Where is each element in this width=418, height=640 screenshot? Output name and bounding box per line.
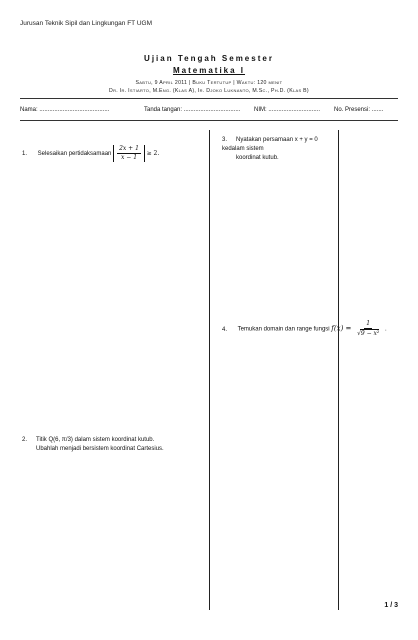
question-number: 3. — [222, 137, 228, 143]
divider-top — [20, 98, 398, 99]
lecturers: Dr. Ir. Istiarto, M.Eng. (Klas A), Ir. Djoko Luknanto, M.Sc., Ph.D. (Klas B) — [109, 88, 309, 94]
course-title: Matematika I — [172, 66, 246, 75]
exam-title: Ujian Tengah Semester — [144, 54, 274, 63]
column-divider-left — [209, 130, 210, 610]
fraction-denominator: x − 1 — [120, 154, 138, 161]
question-text-line2: Ubahlah menjadi bersistem koordinat Cartesius. — [36, 446, 164, 452]
question-text-line1: Nyatakan persamaan x + y = 0 kedalam sistem — [222, 137, 318, 152]
question-4 — [222, 320, 402, 338]
question-end: . — [385, 326, 387, 333]
fraction-numerator: 1 — [366, 320, 371, 327]
nim-field: NIM: ............................... — [254, 107, 321, 113]
divider-bottom — [20, 120, 398, 121]
question-number: 1. — [22, 151, 28, 158]
nama-field: Nama: .......................................... — [20, 107, 110, 113]
tanda-tangan-field: Tanda tangan: .................................. — [144, 107, 241, 113]
radicand: 9 − x² — [360, 330, 380, 337]
page-number: 1 / 3 — [384, 602, 398, 609]
question-text-line2: koordinat kutub. — [236, 155, 279, 161]
institution-header: Jurusan Teknik Sipil dan Lingkungan FT UGM — [20, 20, 152, 27]
inequality-relation: ≥ 2. — [146, 150, 160, 158]
presensi-field: No. Presensi: ....... — [334, 107, 384, 113]
question-2 — [22, 436, 207, 454]
question-3 — [222, 136, 342, 163]
column-divider-right — [338, 130, 339, 610]
question-text: Selesaikan pertidaksamaan — [37, 151, 112, 158]
fraction — [117, 145, 141, 162]
exam-info: Sabtu, 9 April 2011 | Buku Tertutup | Waktu: 120 menit — [135, 80, 283, 86]
sqrt-icon: √ — [357, 330, 361, 337]
question-number: 2. — [22, 437, 28, 443]
function-fraction — [355, 320, 381, 338]
question-1 — [22, 145, 207, 162]
fraction-denominator-root — [355, 329, 381, 338]
fraction-numerator: 2x + 1 — [119, 145, 139, 152]
absolute-value-expression — [113, 145, 145, 162]
question-number: 4. — [222, 326, 228, 333]
question-text-line1: Titik Q(6, π/3) dalam sistem koordinat kutub. — [36, 437, 155, 443]
function-lhs: f(x) = — [331, 324, 352, 333]
question-text: Temukan domain dan range fungsi — [237, 326, 330, 333]
